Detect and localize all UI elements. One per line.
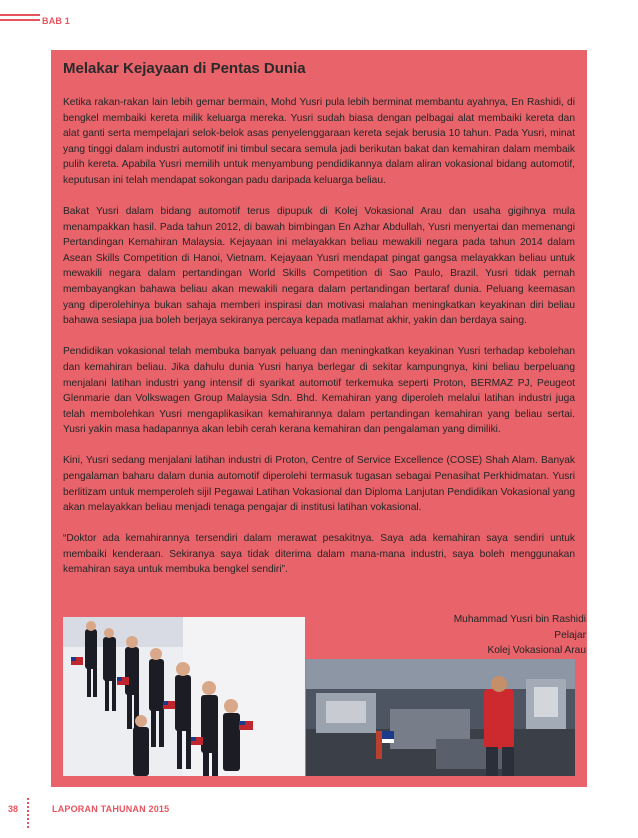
article-body xyxy=(63,95,575,594)
signature-institution: Kolej Vokasional Arau xyxy=(487,645,586,656)
article-title: Melakar Kejayaan di Pentas Dunia xyxy=(63,60,306,77)
signature-role: Pelajar xyxy=(554,629,586,641)
signature-block xyxy=(454,612,586,659)
workshop-photo xyxy=(306,659,575,776)
paragraph-4: Kini, Yusri sedang menjalani latihan industri di Proton, Centre of Service Excellence (COSE) Shah Alam. Banyak pengalaman baharu dalam dunia automotif diperolehi termasuk tugasan sebagai Penasihat Perkhidmatan. Yusri berlitizam untuk memperoleh sijil Pegawai Latihan Vokasional dan Diploma Lanjutan Pendidikan Vokasional yang akan melayakkan beliau menjadi tenaga pengajar di institusi latihan vokasional. xyxy=(63,455,575,514)
team-parade-photo xyxy=(63,617,305,776)
signature-name: Muhammad Yusri bin Rashidi xyxy=(453,614,586,625)
page-number: 38 xyxy=(8,804,19,814)
paragraph-2: Bakat Yusri dalam bidang automotif terus dipupuk di Kolej Vokasional Arau dan usaha gigihnya mula menampakkan hasil. Pada tahun 2012, di bawah bimbingan En Azhar Abdullah, Yusri menyertai dan memenangi Pertandingan Kemahiran Malaysia. Kejayaan ini melayakkan beliau mewakili negara pada tahun 2014 dalam Asean Skills Competition di Hanoi, Vietnam. Kejayaan Yusri mendapat pingat gangsa melayakkan beliau untuk mewakili negara dalam pertandingan World Skills Competition di Sao Paulo, Brazil. Yusri tidak pernah membayangkan bahawa beliau akan mewakili negara dalam pertandingan bertaraf dunia. Peluang keemasan yang diperolehinya bukan sahaja memberi inspirasi dan motivasi malahan meningkatkan keyakinan diri beliau bahawa sesiapa jua boleh berjaya sekiranya percaya kepada matlamat akhir, yakin dan berdaya saing. xyxy=(63,206,575,327)
report-title: LAPORAN TAHUNAN 2015 xyxy=(52,804,170,814)
paragraph-5-quote: “Doktor ada kemahirannya tersendiri dalam merawat pesakitnya. Saya ada kemahiran saya sendiri untuk membaiki kenderaan. Sekiranya saya tidak diterima dalam mana-mana industri, saya boleh menggunakan kemahiran saya untuk membuka bengkel sendiri”. xyxy=(63,533,575,576)
chapter-label: BAB 1 xyxy=(42,16,71,26)
footer-divider xyxy=(27,798,29,828)
header-rule-bottom xyxy=(0,19,40,21)
paragraph-1: Ketika rakan-rakan lain lebih gemar bermain, Mohd Yusri pula lebih berminat membantu ayahnya, En Rashidi, di bengkel membaiki kereta milik keluarga mereka. Yusri sudah biasa dengan pelbagai alat membaiki kereta dan alat ganti serta mempelajari selok-belok asas penyelenggaraan kereta sejak berusia 10 tahun. Pada Yusri, minat yang tinggi dalam industri automotif ini timbul secara semula jadi berikutan bakat dan kemahiran dalam membaik pulih kereta. Apabila Yusri memilih untuk menyambung pendidikannya dalam aliran vokasional bidang automotif, keputusan ini telah mendapat sokongan padu daripada keluarga beliau. xyxy=(63,97,575,186)
paragraph-3: Pendidikan vokasional telah membuka banyak peluang dan meningkatkan keyakinan Yusri terhadap kebolehan dan kemahiran beliau. Jika dahulu dunia Yusri hanya berlegar di sekitar kampungnya, kini beliau berpeluang menjalani latihan industri yang intensif di syarikat automotif terkemuka seperti Proton, BERMAZ PJ, Peugeot Glenmarie dan Volkswagen Group Malaysia Sdn. Bhd. Kemahiran yang diperoleh melalui latihan industri juga telah membolehkan Yusri mengaplikasikan kemahirannya dalam pertandingan kemahiran yang beliau sertai. Yusri yakin masa hadapannya akan lebih cerah kerana kemahiran dan pengalaman yang dimiliki. xyxy=(63,346,575,436)
header-rule-top xyxy=(0,14,40,16)
